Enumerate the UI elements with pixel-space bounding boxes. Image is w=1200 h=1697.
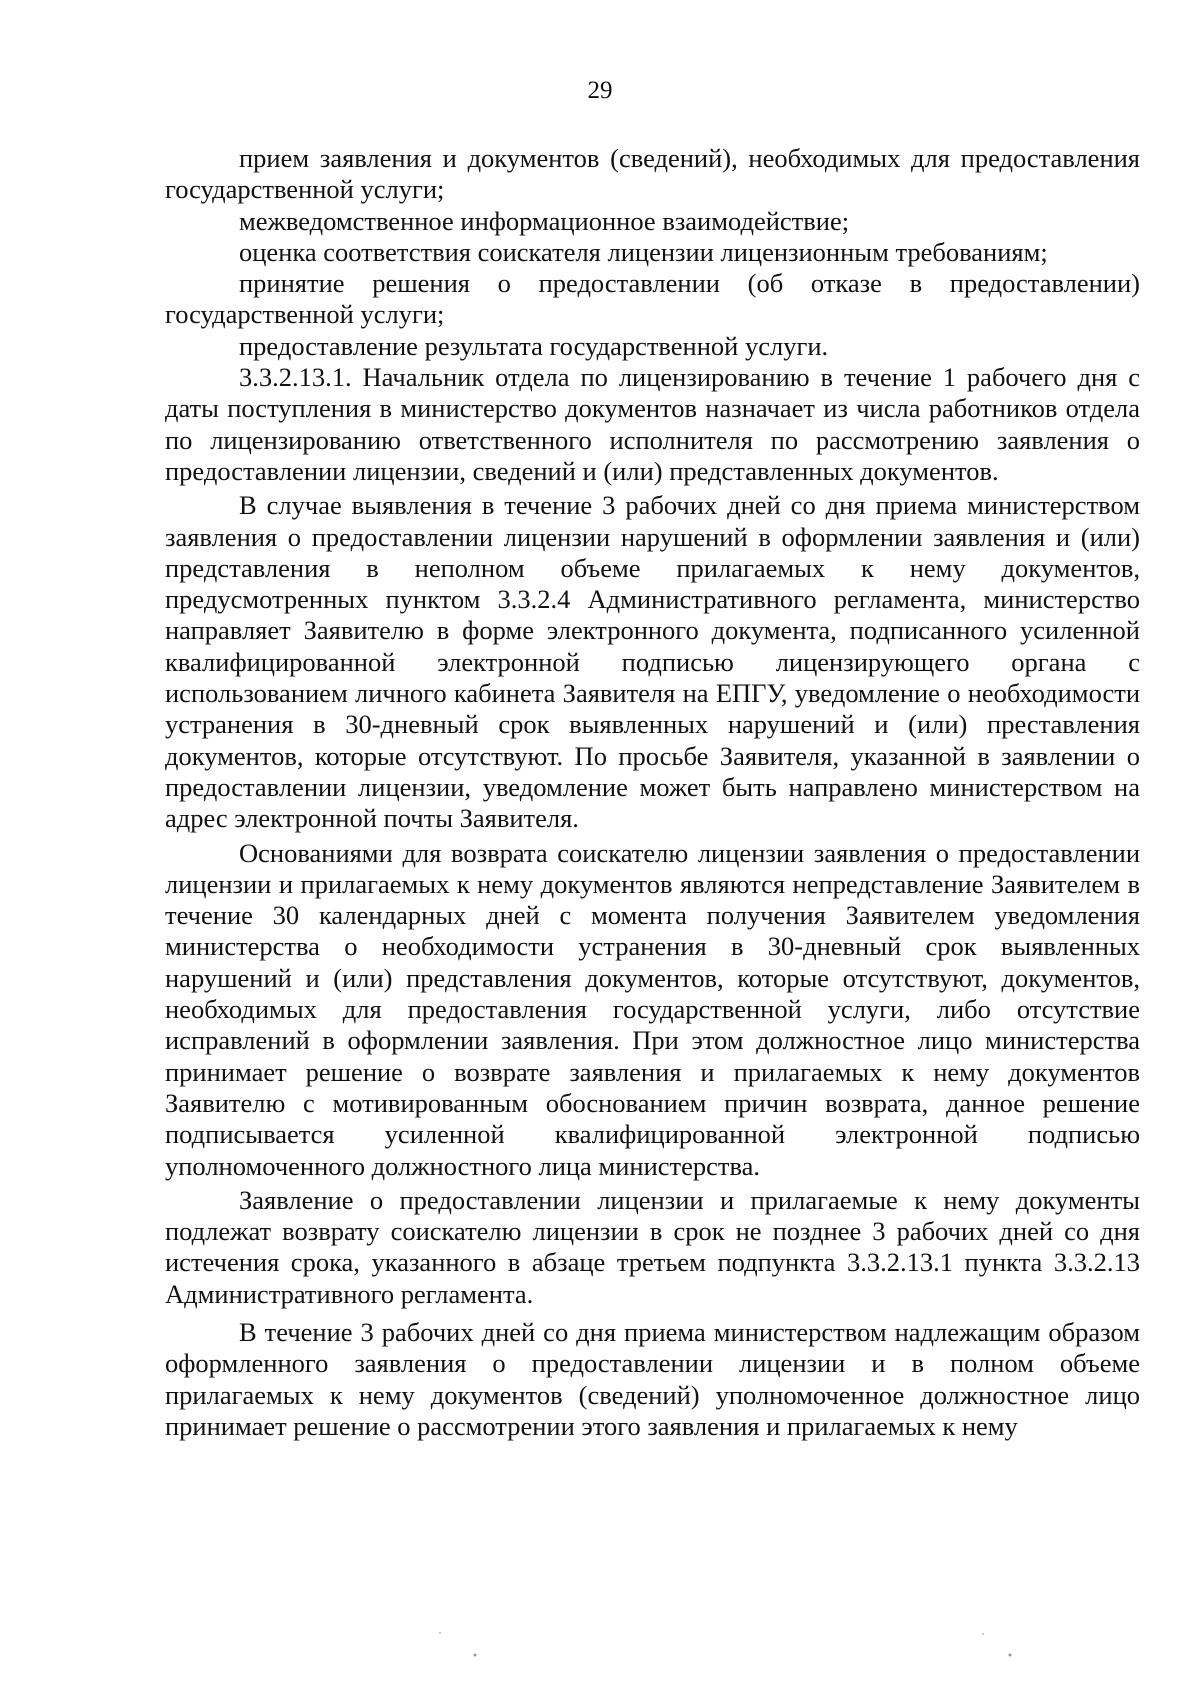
- paragraph-list-item-2: межведомственное информационное взаимодействие;: [239, 205, 850, 236]
- paragraph-3-3-2-13-1: 3.3.2.13.1. Начальник отдела по лицензированию в течение 1 рабочего дня с даты поступления в министерство документов назначает из числа работников отдела по лицензированию ответственного исполнителя по рассмотрению заявления о предоставлении лицензии, сведений и (или) представленных документов.: [165, 362, 1140, 486]
- paragraph-decision: В течение 3 рабочих дней со дня приема министерством надлежащим образом оформленного заявления о предоставлении лицензии и в полном объеме прилагаемых к нему документов (сведений) уполномоченное должностное лицо принимает решение о рассмотрении этого заявления и прилагаемых к нему: [165, 1316, 1140, 1441]
- document-body: [165, 143, 1140, 1442]
- paragraph-return-grounds: Основаниями для возврата соискателю лицензии заявления о предоставлении лицензии и прилагаемых к нему документов являются непредставление Заявителем в течение 30 календарных дней с момента получения Заявителем уведомления министерства о необходимости устранения в 30-дневный срок выявленных нарушений и (или) представления документов, которые отсутствуют, документов, необходимых для предоставления государственной услуги, либо отсутствие исправлений в оформлении заявления. При этом должностное лицо министерства принимает решение о возврате заявления и прилагаемых к нему документов Заявителю с мотивированным обоснованием причин возврата, данное решение подписывается усиленной квалифицированной электронной подписью уполномоченного должностного лица министерства.: [165, 837, 1140, 1181]
- paragraph-return-deadline: Заявление о предоставлении лицензии и прилагаемые к нему документы подлежат возврату соискателю лицензии в срок не позднее 3 рабочих дней со дня истечения срока, указанного в абзаце третьем подпункта 3.3.2.13.1 пункта 3.3.2.13 Административного регламента.: [165, 1184, 1140, 1309]
- paragraph-list-item-1: прием заявления и документов (сведений), необходимых для предоставления государственной услуги;: [165, 143, 1140, 205]
- page-number: 29: [587, 77, 613, 104]
- paragraph-list-item-4: принятие решения о предоставлении (об отказе в предоставлении) государственной услуги;: [165, 268, 1140, 330]
- paragraph-list-item-5: предоставление результата государственной услуги.: [239, 330, 829, 361]
- paragraph-violations: В случае выявления в течение 3 рабочих дней со дня приема министерством заявления о предоставлении лицензии нарушений в оформлении заявления и (или) представления в неполном объеме прилагаемых к нему документов, предусмотренных пунктом 3.3.2.4 Административного регламента, министерство направляет Заявителю в форме электронного документа, подписанного усиленной квалифицированной электронной подписью лицензирующего органа с использованием личного кабинета Заявителя на ЕПГУ, уведомление о необходимости устранения в 30-дневный срок выявленных нарушений и (или) преставления документов, которые отсутствуют. По просьбе Заявителя, указанной в заявлении о предоставлении лицензии, уведомление может быть направлено министерством на адрес электронной почты Заявителя.: [165, 490, 1140, 834]
- paragraph-list-item-3: оценка соответствия соискателя лицензии лицензионным требованиям;: [239, 236, 1048, 267]
